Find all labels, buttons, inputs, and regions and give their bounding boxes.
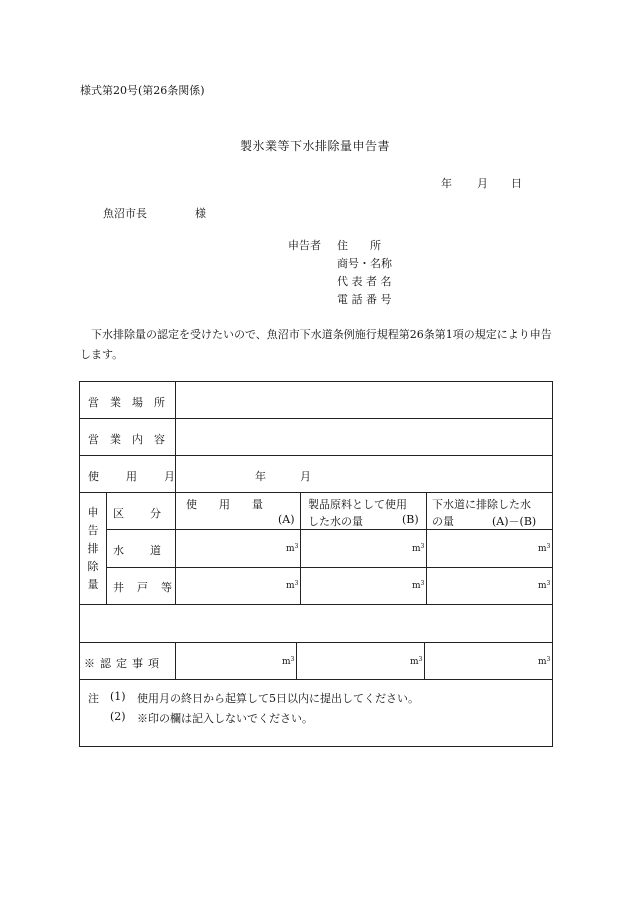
note-2-number: (2) (110, 710, 126, 723)
certified-label: ※認定事項 (84, 657, 164, 670)
col-product-label-2: した水の量 (308, 515, 363, 528)
unit-water-sewer: $m^3$ (538, 543, 551, 554)
note-1-text: 使用月の終日から起算して5日以内に提出してください。 (137, 692, 419, 705)
usage-month-year: 年 (255, 470, 266, 483)
applicant-representative-label: 代 表 者 名 (337, 275, 392, 288)
business-content-label: 営業内容 (88, 433, 176, 446)
col-sewer-label-2: の量 (432, 515, 454, 528)
row-well-label: 井戸等 (113, 581, 185, 594)
row-water-label: 水道 (113, 544, 187, 557)
usage-month-label: 使用月 (88, 470, 202, 483)
business-location-label: 営業場所 (88, 396, 176, 409)
applicant-trade-name-label: 商号・名称 (337, 257, 392, 270)
category-label: 区分 (113, 507, 187, 520)
unit-certified-product: $m^3$ (410, 656, 423, 667)
date-year-label: 年 (441, 177, 452, 190)
col-used-code: (A) (278, 513, 295, 526)
col-product-code: (B) (402, 513, 419, 526)
applicant-role-label: 申告者 (288, 239, 321, 252)
declaration-table (79, 381, 553, 747)
note-2-text: ※印の欄は記入しないでください。 (137, 712, 313, 725)
document-title: 製氷業等下水排除量申告書 (239, 139, 390, 153)
form-number: 様式第20号(第26条関係) (80, 84, 205, 97)
col-sewer-code: (A)－(B) (492, 515, 537, 528)
col-product-label: 製品原料として使用 (308, 498, 407, 511)
date-month-label: 月 (477, 177, 488, 190)
col-used-label: 使 用 量 (186, 498, 263, 511)
unit-certified-used: $m^3$ (282, 656, 295, 667)
business-content-field[interactable] (175, 418, 552, 455)
applicant-phone-label: 電 話 番 号 (337, 293, 392, 306)
unit-certified-sewer: $m^3$ (538, 656, 551, 667)
unit-well-used: $m^3$ (286, 580, 299, 591)
date-day-label: 日 (511, 177, 522, 190)
unit-water-used: $m^3$ (286, 543, 299, 554)
unit-water-product: $m^3$ (412, 543, 425, 554)
addressee-honorific: 様 (195, 207, 206, 220)
declared-discharge-label: 申告排除量 (87, 506, 99, 591)
applicant-address-label: 住 所 (337, 239, 381, 252)
addressee-name: 魚沼市長 (103, 207, 147, 220)
unit-well-sewer: $m^3$ (538, 580, 551, 591)
note-1-number: (1) (110, 690, 126, 703)
declaration-text: 下水排除量の認定を受けたいので、魚沼市下水道条例施行規程第26条第1項の規定により申告します。 (80, 328, 552, 361)
col-sewer-label: 下水道に排除した水 (432, 498, 531, 511)
unit-well-product: $m^3$ (412, 580, 425, 591)
business-location-field[interactable] (175, 382, 552, 418)
usage-month-month: 月 (300, 470, 311, 483)
notes-label: 注 (88, 692, 99, 705)
